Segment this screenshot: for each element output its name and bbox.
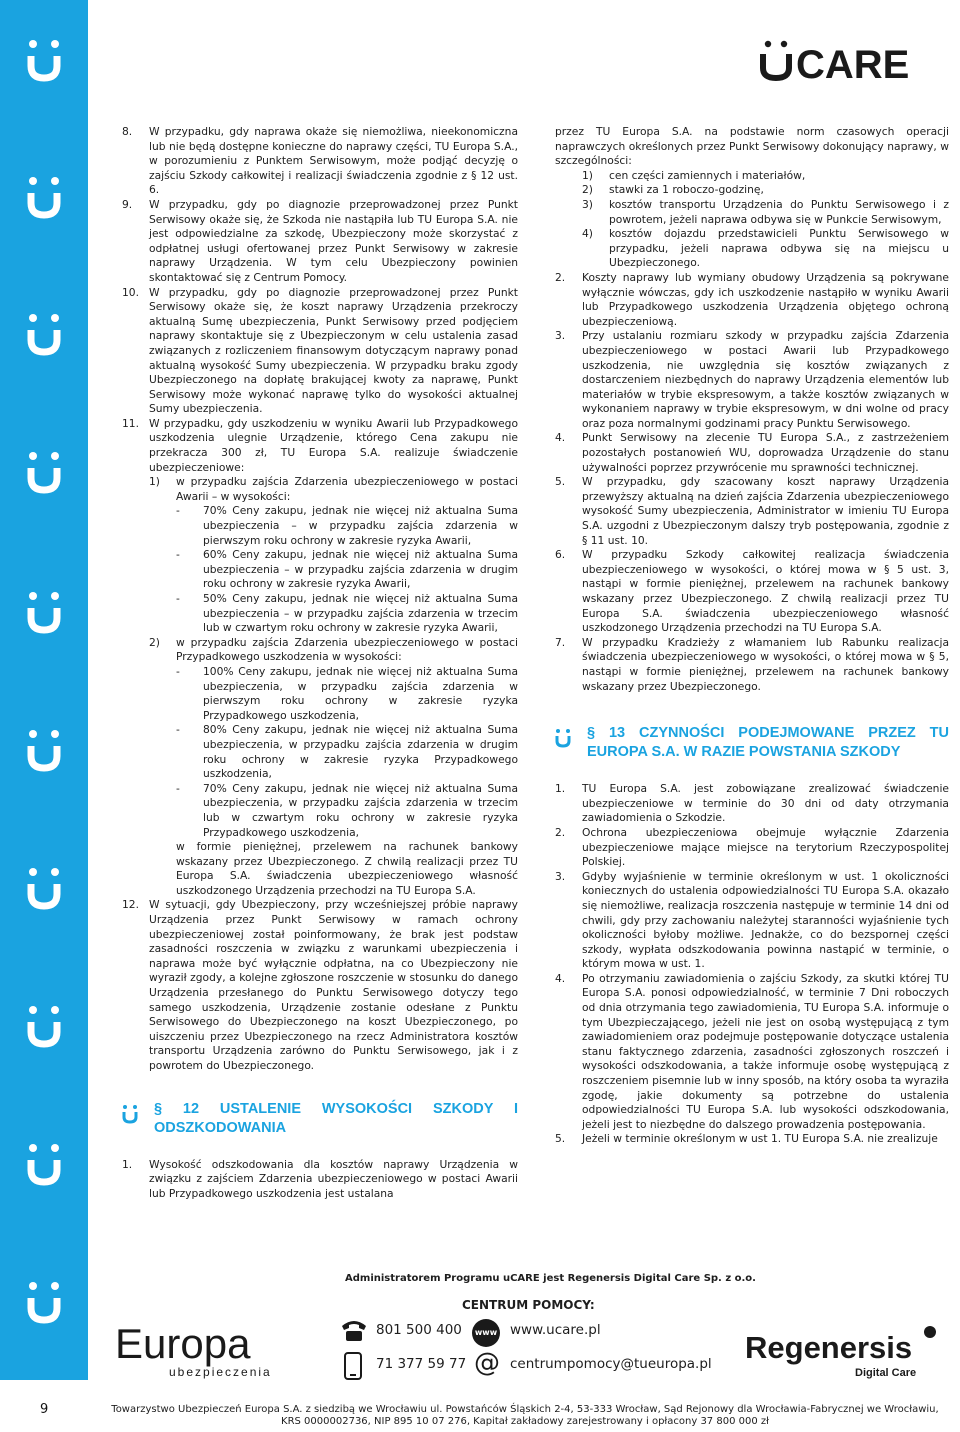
list-item: 4. Punkt Serwisowy na zlecenie TU Europa S.A., z zastrzeżeniem pozostałych postanowień WU, doprowadza Urządzenie do stanu używalności poprzez przywrócenie mu sprawności technicznej. [555,431,949,474]
smiley-icon [26,1142,62,1186]
sub-list-item: 1) cen części zamiennych i materiałów, [582,168,806,182]
dash-list-item: - 70% Ceny zakupu, jednak nie więcej niż aktualna Suma ubezpieczenia, w przypadku zajścia zdarzenia w trzecim lub w czwartym roku ochrony w zakresie ryzyka Przypadkowego uszkodzenia, [176,781,518,839]
item-12: 12. W sytuacji, gdy Ubezpieczony, przy wcześniejszej próbie naprawy Urządzenia przez Punkt Serwisowy w ramach ochrony ubezpieczeniowej został poinformowany, że brak jest podstaw zasadności roszczenia w związku z warunkami ubezpieczenia i naprawa może być wyłącznie odpłatna, na co Ubezpieczony nie wyraził zgody, a kolejne zgłoszone roszczenie w stosunku do danego Urządzenia przesłanego do Punktu Serwisowego dotyczy tego samego uszkodzenia, Urządzenie zostanie odesłane z Punktu Serwisowego do Ubezpieczonego na koszt Ubezpieczonego, po uiszczeniu przez Ubezpieczonego na rzecz Administratora kosztów transportu Urządzenia zarówno do Punktu Serwisowego, jak i z powrotem do Ubezpieczonego. [122,898,518,1072]
www-icon: www [472,1319,500,1347]
email-at-icon: @ [474,1348,500,1378]
svg-text:ubezpieczenia: ubezpieczenia [169,1365,272,1379]
mobile-phone-icon [344,1352,362,1380]
dash-list-item: - 100% Ceny zakupu, jednak nie więcej niż aktualna Suma ubezpieczenia, w przypadku zajścia zdarzenia w pierwszym roku ochrony w zakresie ryzyka Przypadkowego uszkodzenia, [176,664,518,722]
phone-number-1: 801 500 400 [376,1322,462,1338]
list-item: 3. Przy ustalaniu rozmiaru szkody w przypadku zajścia Zdarzenia ubezpieczeniowego w postaci Awarii lub Przypadkowego uszkodzenia, nie uwzględnia się kosztów związanych z dostarczeniem niezbędnych do naprawy Urządzenia elementów lub materiałów w trybie ekspresowym, a także kosztów związanych w wykonaniem naprawy w trybie ekspresowym, w dni wolne od pracy oraz poza normalnymi godzinami pracy Punktu Serwisowego. [555,329,949,430]
list-item: 8. W przypadku, gdy naprawa okaże się niemożliwa, nieekonomiczna lub nie będą dostępne konieczne do naprawy części, TU Europa S.A., w porozumieniu z Punktem Serwisowym, może podjąć decyzję o zajściu Szkody całkowitej i realizacji świadczenia zgodnie z § 12 ust. 6. [122,125,518,197]
legal-footer: Towarzystwo Ubezpieczeń Europa S.A. z siedzibą we Wrocławiu ul. Powstańców Śląskich 2-4, 53-333 Wrocław, Sąd Rejonowy dla Wrocławia-Fabrycznej we Wrocławiu, KRS 0000002736, NIP 895 10 07 276, Kapitał zakładowy zarejestrowany i opłacony 37 800 000 zł [111,1404,939,1427]
svg-text:Europa: Europa [115,1320,251,1367]
item-11: 11. W przypadku, gdy uszkodzeniu w wyniku Awarii lub Przypadkowego uszkodzenia ulegnie Urządzenie, którego Cena zakupu nie przekracza 300 zł, TU Europa S.A. realizuje świadczenie ubezpieczeniowe: 1) w przypadku zajścia Zdarzenia ubezpieczeniowego w postaci Awarii – w wysokości: - 70% Ceny zakupu, jednak nie więcej niż aktualna Suma ubezpieczenia – w przypadku zajścia zdarzenia w pierwszym roku ochrony w zakresie ryzyka Awarii, - 60% Ceny zakupu, jednak nie więcej niż aktualna Suma ubezpieczenia – w przypadku zajścia zdarzenia w drugim roku ochrony w zakresie ryzyka Awarii, - 50% Ceny zakupu, jednak nie więcej niż aktualna Suma ubezpieczenia – w przypadku zajścia zdarzenia w trzecim lub w czwartym roku ochrony w zakresie ryzyka Awarii, 2) w przypadku zajścia Zdarzenia ubezpieczeniowego w postaci Przypadkowego uszkodzenia w wysokości: - 100% Ceny zakupu, jednak nie więcej niż aktualna Suma ubezpieczenia, w przypadku zajścia zdarzenia w pierwszym roku ochrony w zakresie ryzyka Przypadkowego uszkodzenia, - 80% Ceny zakupu, jednak nie więcej niż aktualna Suma ubezpieczenia, w przypadku zajścia zdarzenia w drugim roku ochrony w zakresie ryzyka Przypadkowego uszkodzenia, - 70% Ceny zakupu, jednak nie więcej niż aktualna Suma ubezpieczenia, w przypadku zajścia zdarzenia w trzecim lub w czwartym roku ochrony w zakresie ryzyka Przypadkowego uszkodzenia, w formie pieniężnej, przelewem na rachunek bankowy wskazany przez Ubezpieczonego. Z chwilą realizacji przez TU Europa S.A. świadczenia ubezpieczeniowego własność uszkodzonego Urządzenia przechodzi na TU Europa S.A. [122,416,518,897]
left-column [122,125,518,1201]
email-link[interactable]: centrumpomocy@tueuropa.pl [510,1356,712,1372]
smiley-icon [26,1280,62,1324]
list-item: 3. Gdyby wyjaśnienie w terminie określonym w ust. 1 okoliczności koniecznych do ustalenia odpowiedzialności TU Europa S.A. okazało się niemożliwe, realizacja roszczenia następuje w terminie 14 dni od chwili, gdy przy zachowaniu należytej staranności wyjaśnienie tych okoliczności byłoby możliwe. Jednakże, co do bezspornej części szkody, wypłata odszkodowania powinna nastąpić w terminie, o którym mowa w ust. 1. [555,869,949,971]
europa-logo [115,1318,345,1380]
smiley-icon [26,590,62,634]
right-column [555,125,949,1147]
sub-list-item: 3) kosztów transportu Urządzenia do Punktu Serwisowego i z powrotem, jeżeli naprawa odbywa się w Punkcie Serwisowym, [582,197,949,226]
list-item: 9. W przypadku, gdy po diagnozie przeprowadzonej przez Punkt Serwisowy okaże się, że Szkoda nie nastąpiła lub TU Europa S.A. nie jest odpowiedzialne za szkodę, Ubezpieczony może skorzystać z odpłatnej usługi ofertowanej przez Punkt Serwisowy w zakresie naprawy Urządzenia. W tym celu Ubezpieczony powinien skontaktować się z Centrum Pomocy. [122,197,518,284]
ucare-logo [760,34,950,86]
item-11-sub-2: 2) w przypadku zajścia Zdarzenia ubezpieczeniowego w postaci Przypadkowego uszkodzenia w wysokości: [149,635,518,664]
section-12-heading: § 12 USTALENIE WYSOKOŚCI SZKODY I ODSZKODOWANIA [122,1100,518,1138]
list-item: 1. TU Europa S.A. jest zobowiązane zrealizować świadczenie ubezpieczeniowe w terminie do 30 dni od daty otrzymania zawiadomienia o Szkodzie. [555,782,949,825]
ucare-smiley-icon [555,728,571,748]
svg-text:CARE: CARE [796,43,910,86]
administrator-line: Administratorem Programu uCARE jest Regenersis Digital Care Sp. z o.o. [345,1273,756,1284]
item-11-sub-1: 1) w przypadku zajścia Zdarzenia ubezpieczeniowego w postaci Awarii – w wysokości: [149,475,518,503]
dash-list-item: - 70% Ceny zakupu, jednak nie więcej niż aktualna Suma ubezpieczenia – w przypadku zajścia zdarzenia w pierwszym roku ochrony w zakresie ryzyka Awarii, [176,504,518,547]
smiley-icon [26,312,62,356]
sidebar-band [0,0,88,1380]
list-item: 2. Koszty naprawy lub wymiany obudowy Urządzenia są pokrywane wyłącznie wówczas, gdy ich uszkodzenie nastąpiło w wyniku Awarii lub Przypadkowego uszkodzenia Urządzenia objętego ochroną ubezpieczeniową. [555,270,949,328]
sub-list-item: 2) stawki za 1 roboczo-godzinę, [582,183,764,197]
smiley-icon [26,1004,62,1048]
help-center-label: CENTRUM POMOCY: [462,1298,595,1312]
smiley-icon [26,866,62,910]
item-11-intro: W przypadku, gdy uszkodzeniu w wyniku Awarii lub Przypadkowego uszkodzenia ulegnie Urządzenie, którego Cena zakupu nie przekracza 300 zł, TU Europa S.A. realizuje świadczenie ubezpieczeniowe: [149,416,518,474]
smiley-icon [26,450,62,494]
website-link[interactable]: www.ucare.pl [510,1322,601,1338]
list-item: 4. Po otrzymaniu zawiadomienia o zajściu Szkody, za skutki której TU Europa S.A. ponosi odpowiedzialność, w terminie 7 Dni roboczych od dnia otrzymania tego zawiadomienia, TU Europa S.A. informuje o tym Ubezpieczającego, jeżeli nie jest on osobą występującą z tym zawiadomieniem oraz podejmuje postępowanie dotyczące ustalenia stanu faktycznego zdarzenia, zasadności zgłoszonych roszczeń i wysokości odszkodowania, a także informuje osobę występującą z roszczeniem pisemnie lub w inny sposób, na który osoba ta wyraziła zgodę, jakie dokumenty są potrzebne do ustalenia odpowiedzialności TU Europa S.A. lub wysokości odszkodowania, jeżeli jest to niezbędne do dalszego prowadzenia postępowania. [555,971,949,1131]
smiley-icon [26,728,62,772]
smiley-icon [26,38,62,82]
dash-list-item: - 80% Ceny zakupu, jednak nie więcej niż aktualna Suma ubezpieczenia, w przypadku zajścia zdarzenia w drugim roku ochrony w zakresie ryzyka Przypadkowego uszkodzenia, [176,723,518,781]
ucare-smiley-icon [122,1104,138,1124]
sub-list-item: 4) kosztów dojazdu przedstawicieli Punktu Serwisowego w przypadku, jeżeli naprawa odbywa się na miejscu u Ubezpieczonego. [582,227,949,270]
list-item: 1. Wysokość odszkodowania dla kosztów naprawy Urządzenia w związku z zajściem Zdarzenia ubezpieczeniowego w postaci Awarii lub Przypadkowego uszkodzenia jest ustalana [122,1157,518,1200]
list-item: 10. W przypadku, gdy po diagnozie przeprowadzonej przez Punkt Serwisowy okaże się, że koszt naprawy Urządzenia przekroczy aktualną Sumę ubezpieczenia, Punkt Serwisowy przed podjęciem naprawy skontaktuje się z Ubezpieczonym w celu ustalenia zasad związanych z rozliczeniem finansowym dotyczącym naprawy ponad aktualną wysokość Sumy ubezpieczenia. W przypadku braku zgody Ubezpieczonego na dopłatę brakującej kwoty za naprawę, Punkt Serwisowy może wykonać naprawę tylko do wysokości aktualnej Sumy ubezpieczenia. [122,285,518,416]
list-item: 6. W przypadku Szkody całkowitej realizacja świadczenia ubezpieczeniowego w wysokości, o której mowa w § 5 ust. 3, nastąpi w formie pieniężnej, przelewem na rachunek bankowy wskazany przez Ubezpieczonego. Z chwilą realizacji przez TU Europa S.A. świadczenia ubezpieczeniowego własność uszkodzonego Urządzenia przechodzi na TU Europa S.A. [555,548,949,635]
list-item: 5. Jeżeli w terminie określonym w ust 1. TU Europa S.A. nie zrealizuje [555,1132,938,1146]
phone-number-2: 71 377 59 77 [376,1356,467,1372]
section-13-heading: § 13 CZYNNOŚCI PODEJMOWANE PRZEZ TU EUROPA S.A. W RAZIE POWSTANIA SZKODY [555,724,949,762]
page-number: 9 [40,1402,49,1417]
svg-text:Digital Care: Digital Care [855,1367,917,1379]
list-item: 7. W przypadku Kradzieży z włamaniem lub Rabunku realizacja świadczenia ubezpieczeniowego w wysokości, o której mowa w § 5, nastąpi w formie pieniężnej, przelewem na rachunek bankowy wskazany przez Ubezpieczonego. [555,635,949,693]
item-11-outro: w formie pieniężnej, przelewem na rachunek bankowy wskazany przez Ubezpieczonego. Z chwilą realizacji przez TU Europa S.A. świadczenia ubezpieczeniowego własność uszkodzonego Urządzenia przechodzi na TU Europa S.A. [176,840,518,897]
smiley-icon [26,175,62,219]
dash-list-item: - 60% Ceny zakupu, jednak nie więcej niż aktualna Suma ubezpieczenia – w przypadku zajścia zdarzenia w drugim roku ochrony w zakresie ryzyka Awarii, [176,548,518,591]
right-continuation: przez TU Europa S.A. na podstawie norm czasowych operacji naprawczych określonych przez Punkt Serwisowy dokonujący naprawy, w szczególności: [555,125,949,168]
dash-list-item: - 50% Ceny zakupu, jednak nie więcej niż aktualna Suma ubezpieczenia – w przypadku zajścia zdarzenia w trzecim lub w czwartym roku ochrony w zakresie ryzyka Awarii, [176,592,518,635]
regenersis-logo [745,1318,950,1380]
list-item: 2. Ochrona ubezpieczeniowa obejmuje wyłącznie Zdarzenia ubezpieczeniowe mające miejsce na terytorium Rzeczypospolitej Polskiej. [555,825,949,869]
list-item: 5. W przypadku, gdy szacowany koszt naprawy Urządzenia przewyższy aktualną na dzień zajścia Zdarzenia ubezpieczeniowego wysokość Sumy ubezpieczenia, Administrator w imieniu TU Europa S.A. uzgodni z Ubezpieczonym dalszy tryb postępowania, zgodnie z § 11 ust. 10. [555,475,949,547]
svg-text:Regenersis: Regenersis [745,1330,913,1365]
